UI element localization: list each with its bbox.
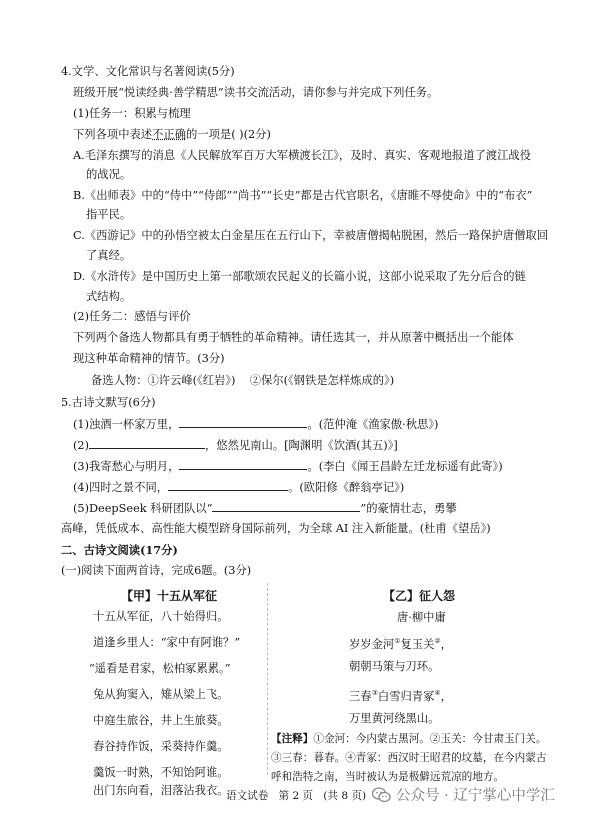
q5-item1-answer-blank[interactable] xyxy=(179,416,307,428)
q5-heading: 5.古诗文默写(6分) xyxy=(61,396,156,409)
q4-stem-pre: 下列各项中表述 xyxy=(73,128,153,141)
q5-item5-post: ”的豪情壮志，勇攀 xyxy=(360,502,457,515)
q4-option-b-line1: B.《出师表》中的“侍中”“侍郎”“尚书”“长史”都是古代官职名，《唐睢不辱使命》中的“布衣” xyxy=(73,189,533,202)
q5-item1-post: 。(范仲淹《渔家傲·秋思》) xyxy=(307,418,439,431)
poem-yi-author: 唐·柳中庸 xyxy=(397,611,446,624)
poem-yi-line: 朝朝马策与刀环。 xyxy=(349,660,440,673)
q5-item2-answer-blank[interactable] xyxy=(89,437,205,449)
q5-item2-post: ，悠然见南山。[陶渊明《饮酒(其五)》] xyxy=(205,439,398,452)
column-divider xyxy=(267,583,268,775)
poem-jia-line: 道逢乡里人：“家中有阿谁？” xyxy=(93,636,241,649)
poem-yi-text: 三春 xyxy=(349,689,372,703)
q5-item5-answer-blank[interactable] xyxy=(212,500,360,512)
footnote-marker: ③ xyxy=(371,689,378,697)
q5-item2-pre: (2) xyxy=(73,439,90,452)
q4-stem-post: 的一项是( )(2分) xyxy=(186,128,271,141)
note-text: ①金河：今内蒙古黑河。②玉关：今甘肃玉门关。 xyxy=(313,733,547,745)
page-footer: 语文试卷 第 2 页 (共 8 页) xyxy=(226,790,367,802)
poem-jia-line: 兔从狗窦入，雉从梁上飞。 xyxy=(93,688,229,701)
watermark xyxy=(372,784,555,805)
q4-stem xyxy=(73,127,271,143)
poem-yi-note-2: ③三春：暮春。④青冢：西汉时王昭君的坟墓，在今内蒙古 xyxy=(271,752,547,764)
footnote-marker: ② xyxy=(434,637,441,645)
q4-task1-title: (1)任务一：积累与梳理 xyxy=(73,107,191,120)
q4-option-b-line2: 指平民。 xyxy=(86,208,132,221)
q4-stem-emphasis: 不正确 xyxy=(152,128,186,141)
watermark-text: 公众号 · 辽宁掌心中学汇 xyxy=(396,788,555,804)
wechat-icon xyxy=(372,787,391,803)
poem-yi-text: ， xyxy=(440,637,452,651)
poem-yi-title: 【乙】征人怨 xyxy=(383,589,456,603)
q4-option-a-line2: 的战况。 xyxy=(86,168,132,181)
q5-item4 xyxy=(73,479,404,496)
poem-jia-line: 出门东向看，泪落沾我衣。 xyxy=(93,784,229,797)
poem-jia-line: 舂谷持作饭，采葵持作羹。 xyxy=(93,740,229,753)
note-label: 【注释】 xyxy=(271,733,314,745)
footnote-marker: ④ xyxy=(434,689,441,697)
q4-task2-line1: 下列两个备选人物都具有勇于牺牲的革命精神。请任选其一，并从原著中概括出一个能体 xyxy=(73,331,514,344)
poem-yi-text: 白雪归青冢 xyxy=(377,689,435,703)
q4-task2-line2: 现这种革命精神的情节。(3分) xyxy=(73,352,225,365)
q5-item3-pre: (3)我寄愁心与明月， xyxy=(73,460,180,473)
q4-intro: 班级开展“悦读经典·善学精思”读书交流活动，请你参与并完成下列任务。 xyxy=(73,86,439,99)
q5-item2 xyxy=(73,437,398,454)
poem-jia-line: 十五从军征，八十始得归。 xyxy=(93,610,229,623)
poem-jia-line: “遥看是君家，松柏冢累累。” xyxy=(89,662,231,675)
poem-yi-text: ， xyxy=(440,689,452,703)
footnote-marker: ① xyxy=(394,637,401,645)
poem-yi-line: 万里黄河绕黑山。 xyxy=(349,712,440,725)
q4-option-d-line2: 式结构。 xyxy=(86,290,132,303)
q5-item4-pre: (4)四时之景不同， xyxy=(73,481,169,494)
q4-task2-options: 备选人物：①许云峰(《红岩》) ②保尔(《钢铁是怎样炼成的》) xyxy=(91,374,395,387)
q4-option-a-line1: A.毛泽东撰写的消息《人民解放军百万大军横渡长江》，及时、真实、客观地报道了渡江战役 xyxy=(73,149,531,162)
section2-heading: 二、古诗文阅读(17分) xyxy=(61,543,178,557)
q4-heading: 4.文学、文化常识与名著阅读(5分) xyxy=(61,65,235,78)
q5-item5 xyxy=(73,500,457,517)
q4-task2-title: (2)任务二：感悟与评价 xyxy=(73,310,191,323)
q5-item4-answer-blank[interactable] xyxy=(168,479,288,491)
poem-jia-line: 中庭生旅谷，井上生旅葵。 xyxy=(93,714,229,727)
q4-option-c-line2: 了真经。 xyxy=(86,249,132,262)
poem-yi-text: 复玉关 xyxy=(400,637,435,651)
q5-item5-pre: (5)DeepSeek 科研团队以“ xyxy=(73,502,213,515)
poem-yi-note-3: 呼和浩特之南，当时被认为是极僻远荒凉的地方。 xyxy=(271,771,505,783)
q5-item4-post: 。(欧阳修《醉翁亭记》) xyxy=(288,481,405,494)
poem-yi-text: 岁岁金河 xyxy=(349,637,395,651)
q5-item3-post: 。(李白《闻王昌龄左迁龙标遥有此寄》) xyxy=(307,460,503,473)
q5-item3 xyxy=(73,458,503,475)
q5-item5-line2: 高峰，凭低成本、高性能大模型跻身国际前列，为全球 AI 注入新能量。(杜甫《望岳》) xyxy=(61,522,491,535)
q4-option-d-line1: D.《水浒传》是中国历史上第一部歌颂农民起义的长篇小说，这部小说采取了先分后合的链 xyxy=(73,270,526,283)
section2-sub1: (一)阅读下面两首诗，完成6题。(3分) xyxy=(61,564,252,577)
q5-item1-pre: (1)浊酒一杯家万里， xyxy=(73,418,180,431)
q4-option-c-line1: C.《西游记》中的孙悟空被太白金星压在五行山下，幸被唐僧揭帖脱困，然后一路保护唐僧取回 xyxy=(73,229,549,242)
poem-jia-title: 【甲】十五从军征 xyxy=(121,589,218,603)
poem-yi-note-1 xyxy=(271,730,546,749)
poem-jia-line: 羹饭一时熟，不知饴阿谁。 xyxy=(93,766,229,779)
q5-item3-answer-blank[interactable] xyxy=(179,458,307,470)
q5-item1 xyxy=(73,416,438,433)
